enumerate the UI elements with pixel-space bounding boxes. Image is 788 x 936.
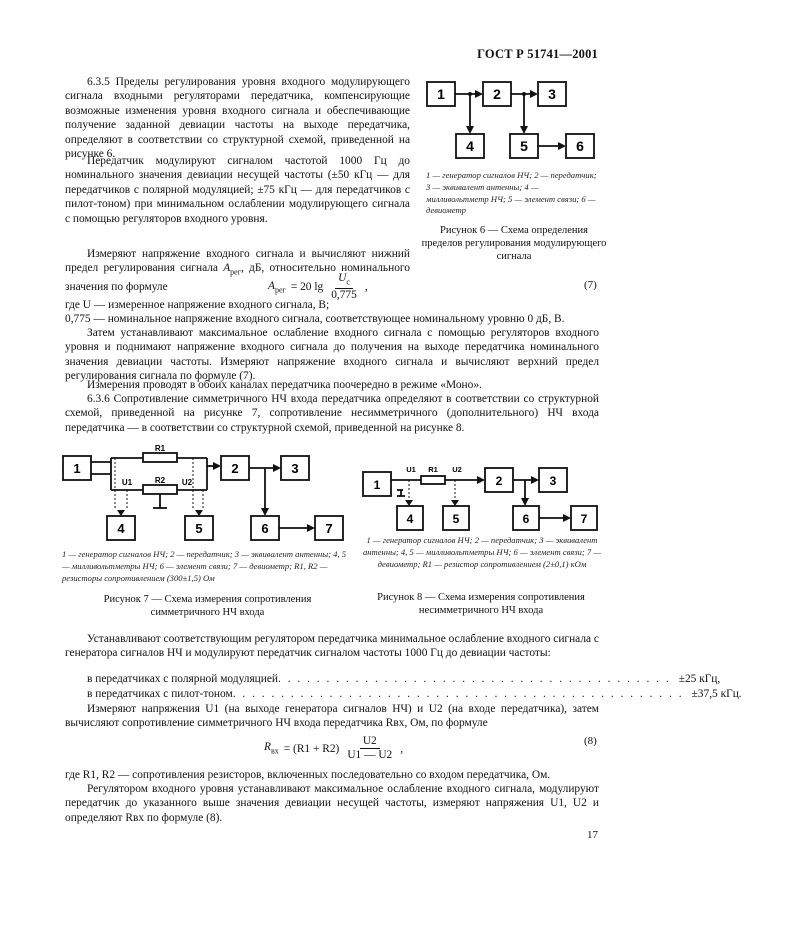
formula-8-number: (8) xyxy=(584,735,597,747)
paragraph-modulation: Передатчик модулируют сигналом частотой 1000 Гц до номинального значения девиации несущей частоты (±50 кГц — для передатчиков с полярной модуляцией; ±75 кГц — для передатчиков с пилот-тоном) при минимальном ослаблении модулирующего сигнала с помощью регуляторов входного уровня. xyxy=(65,155,410,225)
fig8-block-6: 6 xyxy=(522,512,530,526)
paragraph-measure-u1-u2: Измеряют напряжения U1 (на выходе генератора сигналов НЧ) и U2 (на входе передатчика), затем вычисляют сопротивление симметричного НЧ входа передатчика Rвх, Ом, по формуле xyxy=(65,703,599,730)
paragraph-max-attenuation: Регулятором входного уровня устанавливают максимальное ослабление входного сигнала, модулируют передатчик до указанного выше значения девиации несущей частоты, измеряют напряжения U1, U2 и определяют Rвх по формуле (8). xyxy=(65,783,599,824)
fig8-block-3: 3 xyxy=(549,474,557,488)
list-item-pilot-leader: . . . . . . . . . . . . . . . . . . . . . . . . . . . . . . . . . . . . . . . . . . . . . . . xyxy=(232,688,684,700)
formula-7-numerator: U xyxy=(338,272,347,284)
formula-8-lhs-subscript: вх xyxy=(270,746,279,756)
fig7-label-r2: R2 xyxy=(154,476,166,485)
document-standard-header: ГОСТ Р 51741—2001 xyxy=(477,47,598,61)
fig8-block-2: 2 xyxy=(495,474,503,488)
where-r1-r2: где R1, R2 — сопротивления резисторов, включенных последовательно со входом передатчика, Ом. xyxy=(65,769,551,781)
fig7-label-u2: U2 xyxy=(181,478,193,487)
page-number: 17 xyxy=(587,829,598,841)
figure-7-diagram xyxy=(55,442,355,544)
formula-8 xyxy=(264,735,403,762)
paragraph-lower-limit-text-b: , дБ, относительно номинального значения по формуле xyxy=(65,262,410,294)
list-item-polar-leader: . . . . . . . . . . . . . . . . . . . . . . . . . . . . . . . . . . . . . . . . . xyxy=(278,673,671,685)
formula-8-lhs: R xyxy=(264,741,271,754)
fig7-resistor-r2-frame xyxy=(143,485,177,494)
figure-6-legend: 1 — генератор сигналов НЧ; 2 — передатчик; 3 — эквивалент антенны; 4 — милливольтметр НЧ; 5 — элемент связи; 6 — девиометр xyxy=(426,170,597,216)
paragraph-min-attenuation: Устанавливают соответствующим регулятором передатчика минимальное ослабление входного сигнала с генератора сигналов НЧ и модулируют передатчик сигналом частоты 1000 Гц до девиации частоты: xyxy=(65,633,599,660)
fig8-block-4: 4 xyxy=(406,512,414,526)
list-item-pilot xyxy=(87,687,742,702)
fig6-block-2: 2 xyxy=(493,86,501,102)
fig8-label-u1: U1 xyxy=(406,465,416,474)
paragraph-mono-mode: Измерения проводят в обоих каналах передатчика поочередно в режиме «Моно». xyxy=(87,379,482,391)
formula-8-equals: = (R1 + R2) xyxy=(283,742,340,755)
fig7-block-4: 4 xyxy=(117,521,125,536)
fig6-block-1: 1 xyxy=(437,86,445,102)
paragraph-6-3-6: 6.3.6 Сопротивление симметричного НЧ входа передатчика определяют в соответствии со структурной схемой, приведенной на рисунке 7, сопротивление несимметричного (дополнительного) НЧ входа передатчика — в соответствии со структурной схемой, приведенной на рисунке 8. xyxy=(65,393,599,434)
formula-8-tail: , xyxy=(400,742,404,755)
figure-8-legend: 1 — генератор сигналов НЧ; 2 — передатчик; 3 — эквивалент антенны; 4, 5 — милливольтметры НЧ; 6 — элемент связи; 7 — девиометр; R1 — резистор сопротивлением (2±0,1) кОм xyxy=(362,535,602,569)
where-0775: 0,775 — номинальное напряжение входного сигнала, соответствующее номинальному уровню 0 дБ, В. xyxy=(65,313,565,325)
formula-8-numerator: U2 xyxy=(360,735,380,749)
figure-7-legend: 1 — генератор сигналов НЧ; 2 — передатчик; 3 — эквивалент антенны; 4, 5 — милливольтметры НЧ; 6 — элемент связи; 7 — девиометр; R1, R2 — резисторы сопротивлением (300±1,5) Ом xyxy=(62,549,346,583)
list-item-polar-value: ±25 кГц, xyxy=(678,673,721,685)
fig6-block-4: 4 xyxy=(466,138,474,154)
fig7-block-5: 5 xyxy=(195,521,203,536)
list-item-polar xyxy=(87,672,721,687)
fig6-block-5: 5 xyxy=(520,138,528,154)
formula-7-denominator: 0,775 xyxy=(331,289,357,302)
fig7-block-7: 7 xyxy=(325,521,333,536)
figure-6-caption: Рисунок 6 — Схема определения пределов регулирования модулирующего сигнала xyxy=(421,225,607,262)
fig7-block-3: 3 xyxy=(291,461,299,476)
formula-8-denominator: U1 — U2 xyxy=(347,749,393,761)
paragraph-lower-limit-text-a: Измеряют напряжение входного сигнала и вычисляют нижний предел регулирования сигнала xyxy=(65,248,410,275)
fig8-block-7: 7 xyxy=(580,512,588,526)
fig7-block-2: 2 xyxy=(231,461,239,476)
list-item-pilot-value: ±37,5 кГц. xyxy=(691,688,742,700)
list-item-pilot-label: в передатчиках с пилот-тоном xyxy=(87,688,233,700)
paragraph-6-3-5: 6.3.5 Пределы регулирования уровня входного модулирующего сигнала входными регуляторами передатчика, компенсирующие возможные изменения уровня входного сигнала и обеспечивающие получение заданной девиации частоты на выходе передатчика, определяют в соответствии со структурной схемой, приведенной на рисунке 6. xyxy=(65,76,410,161)
formula-7-numerator-subscript: c xyxy=(346,277,350,287)
figure-8-diagram xyxy=(357,456,607,536)
symbol-a-subscript: рег xyxy=(230,267,241,277)
fig7-block-6: 6 xyxy=(261,521,269,536)
formula-7-number: (7) xyxy=(584,279,597,291)
fig6-block-3: 3 xyxy=(548,86,556,102)
symbol-a: A xyxy=(223,262,231,275)
fig7-block-1: 1 xyxy=(73,461,81,476)
fig8-block-1: 1 xyxy=(373,478,381,492)
fig6-block-6: 6 xyxy=(576,138,584,154)
where-u-measured: где U — измеренное напряжение входного сигнала, В; xyxy=(65,299,330,311)
figure-8-caption: Рисунок 8 — Схема измерения сопротивления несимметричного НЧ входа xyxy=(377,592,585,616)
fig8-resistor-r1-frame xyxy=(421,476,445,484)
formula-7-lhs: A xyxy=(268,280,275,292)
formula-7-equals: = 20 lg xyxy=(290,281,324,294)
fig7-label-u1: U1 xyxy=(121,478,133,487)
fig8-label-u2: U2 xyxy=(452,465,462,474)
fig8-label-r1: R1 xyxy=(428,465,438,474)
paragraph-upper-limit: Затем устанавливают максимальное ослабление входного сигнала с помощью регуляторов входного уровня и поднимают напряжение входного сигнала до получения на выходе передатчика номинального значения девиации частоты. Измеряют напряжение входного сигнала и вычисляют верхний предел регулирования сигнала по формуле (7). xyxy=(65,327,599,383)
figure-7-caption: Рисунок 7 — Схема измерения сопротивления симметричного НЧ входа xyxy=(103,594,312,618)
fig7-label-r1: R1 xyxy=(154,444,166,453)
fig7-resistor-r1-frame xyxy=(143,453,177,462)
list-item-polar-label: в передатчиках с полярной модуляцией xyxy=(87,673,279,685)
formula-7-lhs-subscript: рег xyxy=(274,285,286,295)
fig8-block-5: 5 xyxy=(452,512,460,526)
figure-6-diagram xyxy=(420,72,610,164)
formula-7-tail: , xyxy=(364,281,368,294)
